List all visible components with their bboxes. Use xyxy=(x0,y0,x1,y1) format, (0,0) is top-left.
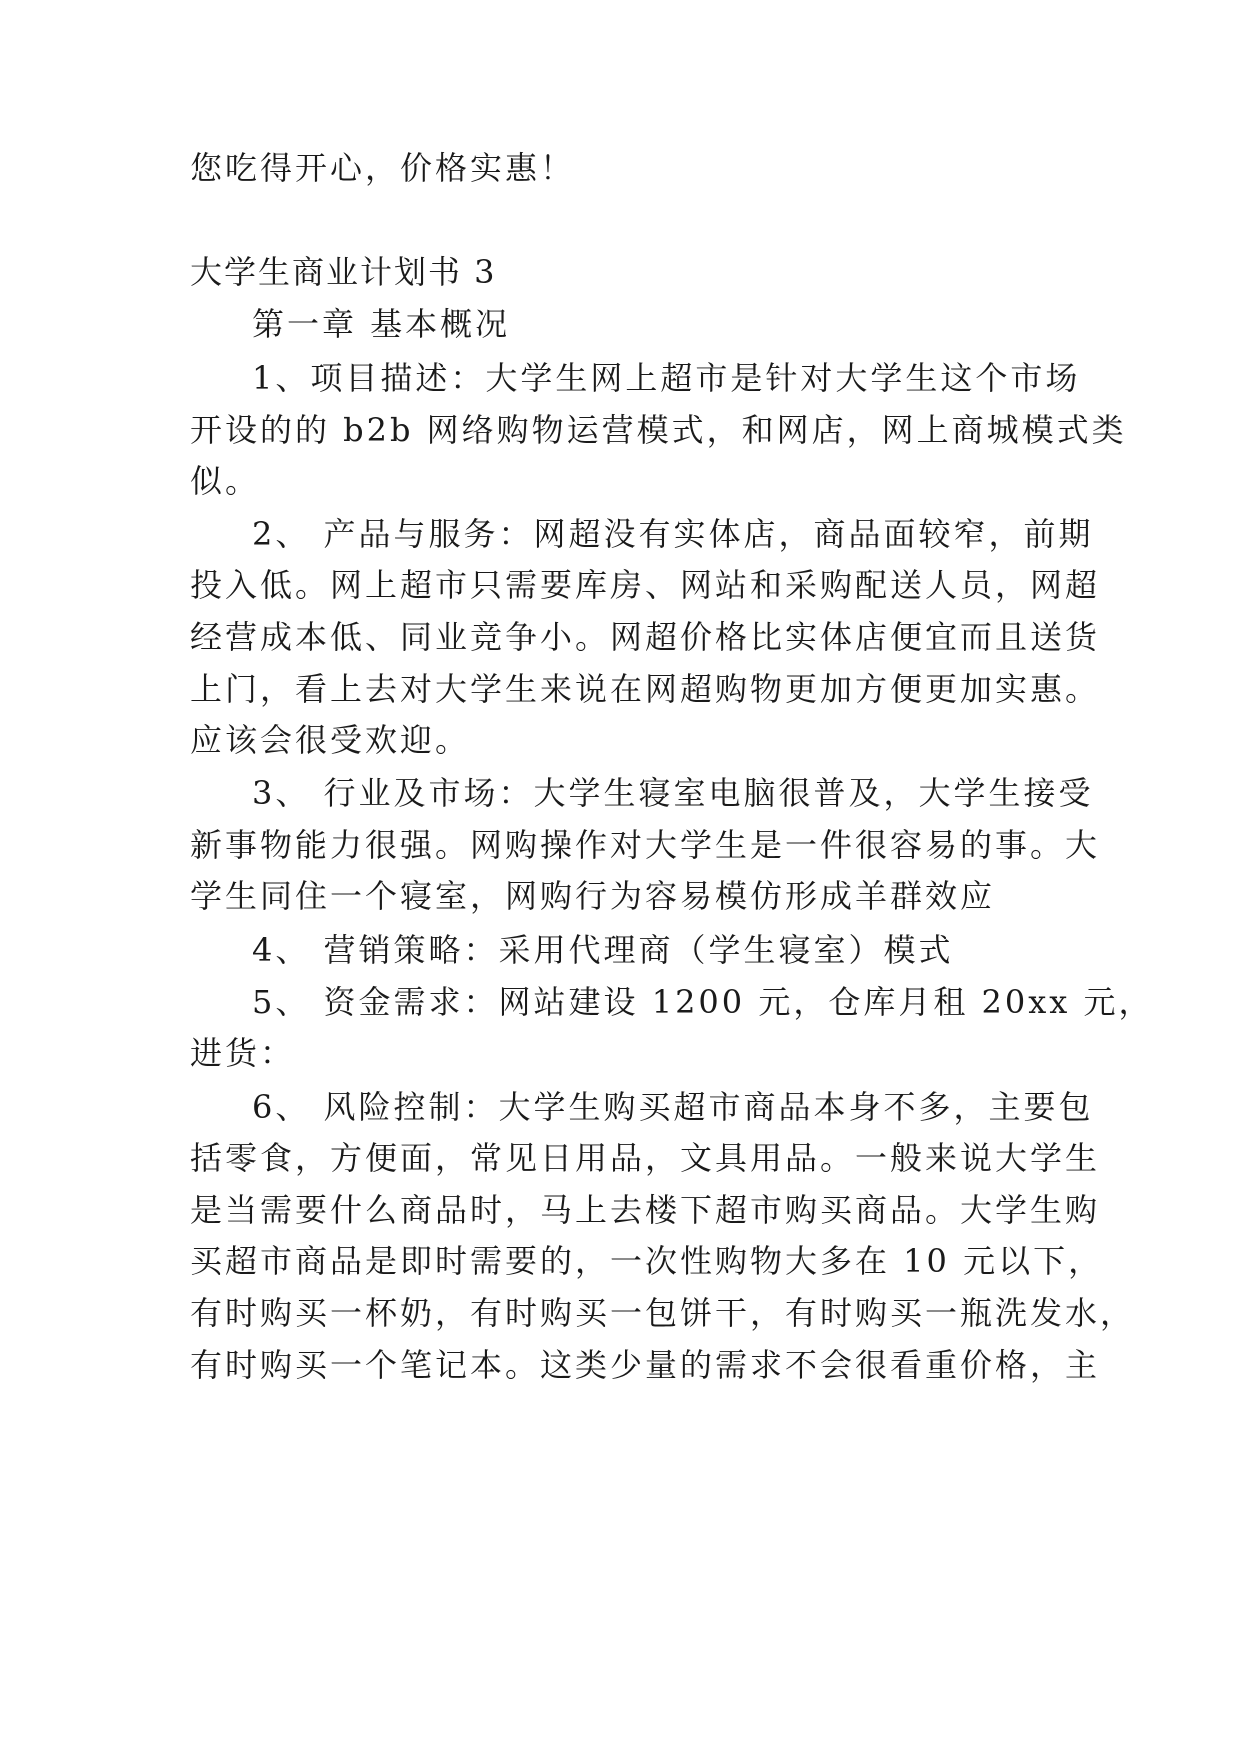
paragraph-line: 开设的的 b2b 网络购物运营模式，和网店，网上商城模式类 xyxy=(190,411,1127,449)
paragraph-line: 进货： xyxy=(190,1034,296,1072)
paragraph-line: 买超市商品是即时需要的，一次性购物大多在 10 元以下， xyxy=(190,1242,1104,1280)
paragraph-line: 经营成本低、同业竞争小。网超价格比实体店便宜而且送货 xyxy=(190,618,1101,656)
text-line-closing: 您吃得开心，价格实惠！ xyxy=(190,149,576,187)
paragraph-line: 2、 产品与服务：网超没有实体店，商品面较窄，前期 xyxy=(252,515,1094,553)
paragraph-line: 4、 营销策略：采用代理商（学生寝室）模式 xyxy=(252,931,954,969)
paragraph-line: 学生同住一个寝室，网购行为容易模仿形成羊群效应 xyxy=(190,877,996,915)
paragraph-line: 应该会很受欢迎。 xyxy=(190,721,471,759)
paragraph-line: 1、项目描述：大学生网上超市是针对大学生这个市场 xyxy=(252,359,1081,397)
paragraph-line: 5、 资金需求：网站建设 1200 元，仓库月租 20xx 元， xyxy=(252,983,1154,1021)
paragraph-line: 投入低。网上超市只需要库房、网站和采购配送人员，网超 xyxy=(190,566,1101,604)
paragraph-line: 3、 行业及市场：大学生寝室电脑很普及，大学生接受 xyxy=(252,774,1094,812)
paragraph-line: 有时购买一个笔记本。这类少量的需求不会很看重价格，主 xyxy=(190,1346,1101,1384)
chapter-heading: 第一章 基本概况 xyxy=(252,305,511,343)
paragraph-line: 括零食，方便面，常见日用品，文具用品。一般来说大学生 xyxy=(190,1139,1101,1177)
paragraph-line: 新事物能力很强。网购操作对大学生是一件很容易的事。大 xyxy=(190,826,1101,864)
paragraph-line: 是当需要什么商品时，马上去楼下超市购买商品。大学生购 xyxy=(190,1191,1101,1229)
paragraph-line: 上门，看上去对大学生来说在网超购物更加方便更加实惠。 xyxy=(190,670,1101,708)
paragraph-line: 似。 xyxy=(190,462,261,500)
document-title: 大学生商业计划书 3 xyxy=(190,253,497,291)
paragraph-line: 6、 风险控制：大学生购买超市商品本身不多，主要包 xyxy=(252,1088,1094,1126)
paragraph-line: 有时购买一杯奶，有时购买一包饼干，有时购买一瓶洗发水， xyxy=(190,1294,1136,1332)
